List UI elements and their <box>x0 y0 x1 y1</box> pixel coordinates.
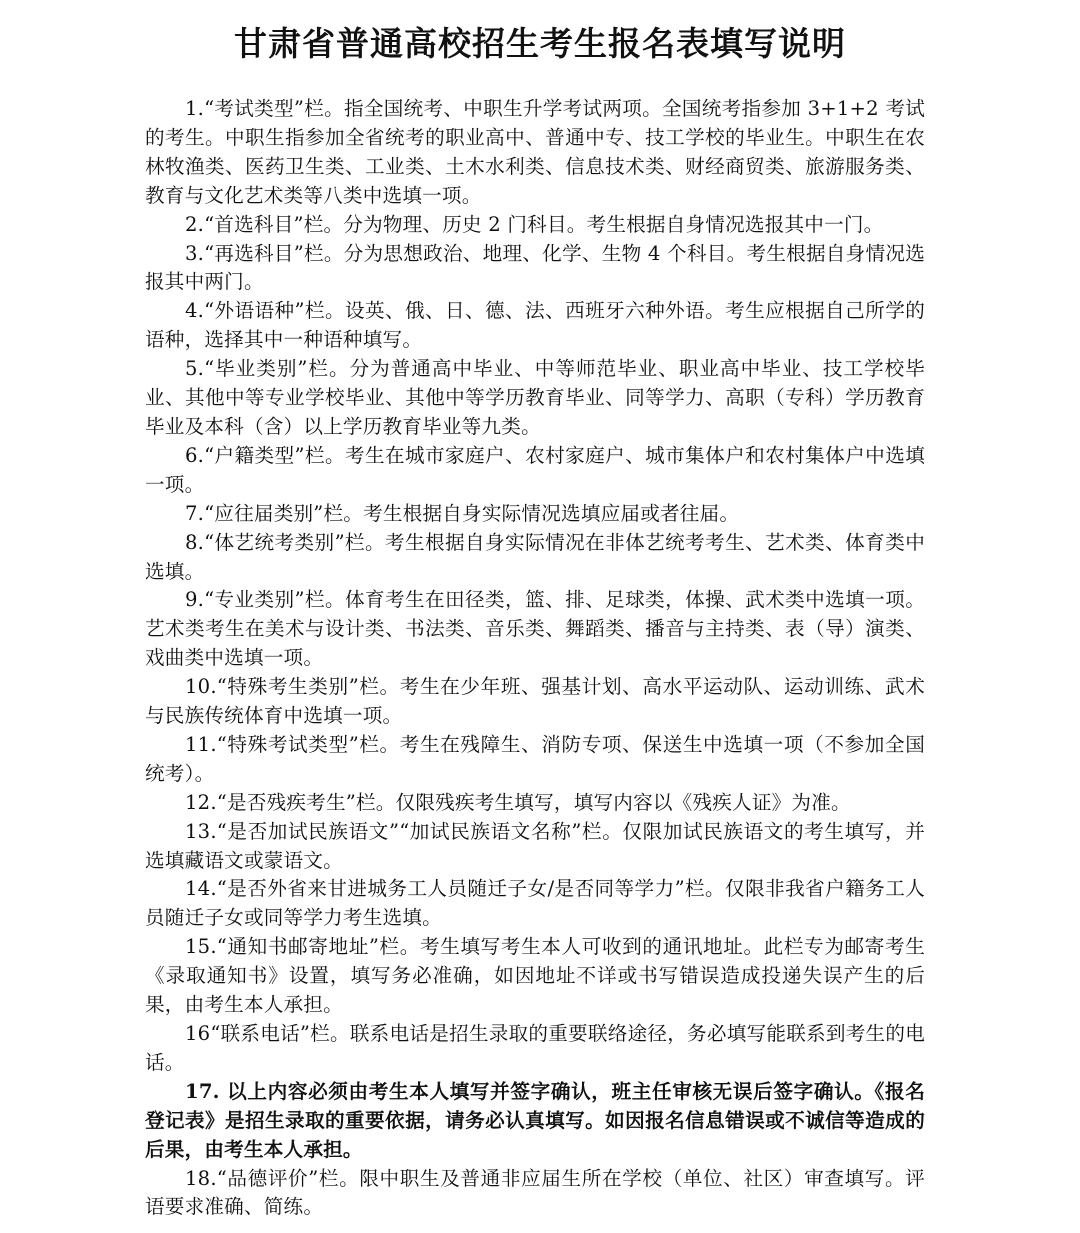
instruction-paragraph-emphasized: 17. 以上内容必须由考生本人填写并签字确认，班主任审核无误后签字确认。《报名登记表》是招生录取的重要依据，请务必认真填写。如因报名信息错误或不诚信等造成的后果，由考生本人承担。 <box>145 1079 925 1161</box>
instruction-paragraph: 15.“通知书邮寄地址”栏。考生填写考生本人可收到的通讯地址。此栏专为邮寄考生《录取通知书》设置，填写务必准确，如因地址不详或书写错误造成投递失误产生的后果，由考生本人承担。 <box>145 935 925 1017</box>
instruction-paragraph: 2.“首选科目”栏。分为物理、历史 2 门科目。考生根据自身情况选报其中一门。 <box>185 212 884 236</box>
instruction-paragraph: 11.“特殊考试类型”栏。考生在残障生、消防专项、保送生中选填一项（不参加全国统考）。 <box>145 732 925 785</box>
instruction-paragraph: 10.“特殊考生类别”栏。考生在少年班、强基计划、高水平运动队、运动训练、武术与民族传统体育中选填一项。 <box>145 675 925 728</box>
instruction-paragraph: 16“联系电话”栏。联系电话是招生录取的重要联络途径，务必填写能联系到考生的电话。 <box>145 1022 925 1074</box>
page-title: 甘肃省普通高校招生考生报名表填写说明 <box>234 24 846 63</box>
instruction-paragraph: 14.“是否外省来甘进城务工人员随迁子女/是否同等学力”栏。仅限非我省户籍务工人员随迁子女或同等学力考生选填。 <box>145 877 925 930</box>
instruction-paragraph: 3.“再选科目”栏。分为思想政治、地理、化学、生物 4 个科目。考生根据自身情况选报其中两门。 <box>145 241 925 294</box>
instruction-paragraph: 8.“体艺统考类别”栏。考生根据自身实际情况在非体艺统考考生、艺术类、体育类中选填。 <box>145 530 925 583</box>
instruction-paragraph: 7.“应往届类别”栏。考生根据自身实际情况选填应届或者往届。 <box>185 501 740 525</box>
instruction-paragraph: 5.“毕业类别”栏。分为普通高中毕业、中等师范毕业、职业高中毕业、技工学校毕业、其他中等专业学校毕业、其他中等学历教育毕业、同等学力、高职（专科）学历教育毕业及本科（含）以上学历教育毕业等九类。 <box>145 357 925 438</box>
instruction-paragraph: 6.“户籍类型”栏。考生在城市家庭户、农村家庭户、城市集体户和农村集体户中选填一项。 <box>145 443 925 496</box>
instruction-paragraph: 13.“是否加试民族语文”“加试民族语文名称”栏。仅限加试民族语文的考生填写，并选填藏语文或蒙语文。 <box>145 819 925 872</box>
instructions-body <box>145 95 925 1222</box>
instruction-paragraph: 18.“品德评价”栏。限中职生及普通非应届生所在学校（单位、社区）审查填写。评语要求准确、简练。 <box>145 1166 925 1219</box>
instruction-paragraph: 1.“考试类型”栏。指全国统考、中职生升学考试两项。全国统考指参加 3+1+2 考试的考生。中职生指参加全省统考的职业高中、普通中专、技工学校的毕业生。中职生在农林牧渔类、医药卫生类、工业类、土木水利类、信息技术类、财经商贸类、旅游服务类、教育与文化艺术类等八类中选填一项。 <box>145 97 925 207</box>
instruction-paragraph: 9.“专业类别”栏。体育考生在田径类，篮、排、足球类，体操、武术类中选填一项。艺术类考生在美术与设计类、书法类、音乐类、舞蹈类、播音与主持类、表（导）演类、戏曲类中选填一项。 <box>145 588 925 670</box>
instruction-paragraph: 12.“是否残疾考生”栏。仅限残疾考生填写，填写内容以《残疾人证》为准。 <box>185 790 851 814</box>
instruction-paragraph: 4.“外语语种”栏。设英、俄、日、德、法、西班牙六种外语。考生应根据自己所学的语种，选择其中一种语种填写。 <box>145 299 925 352</box>
